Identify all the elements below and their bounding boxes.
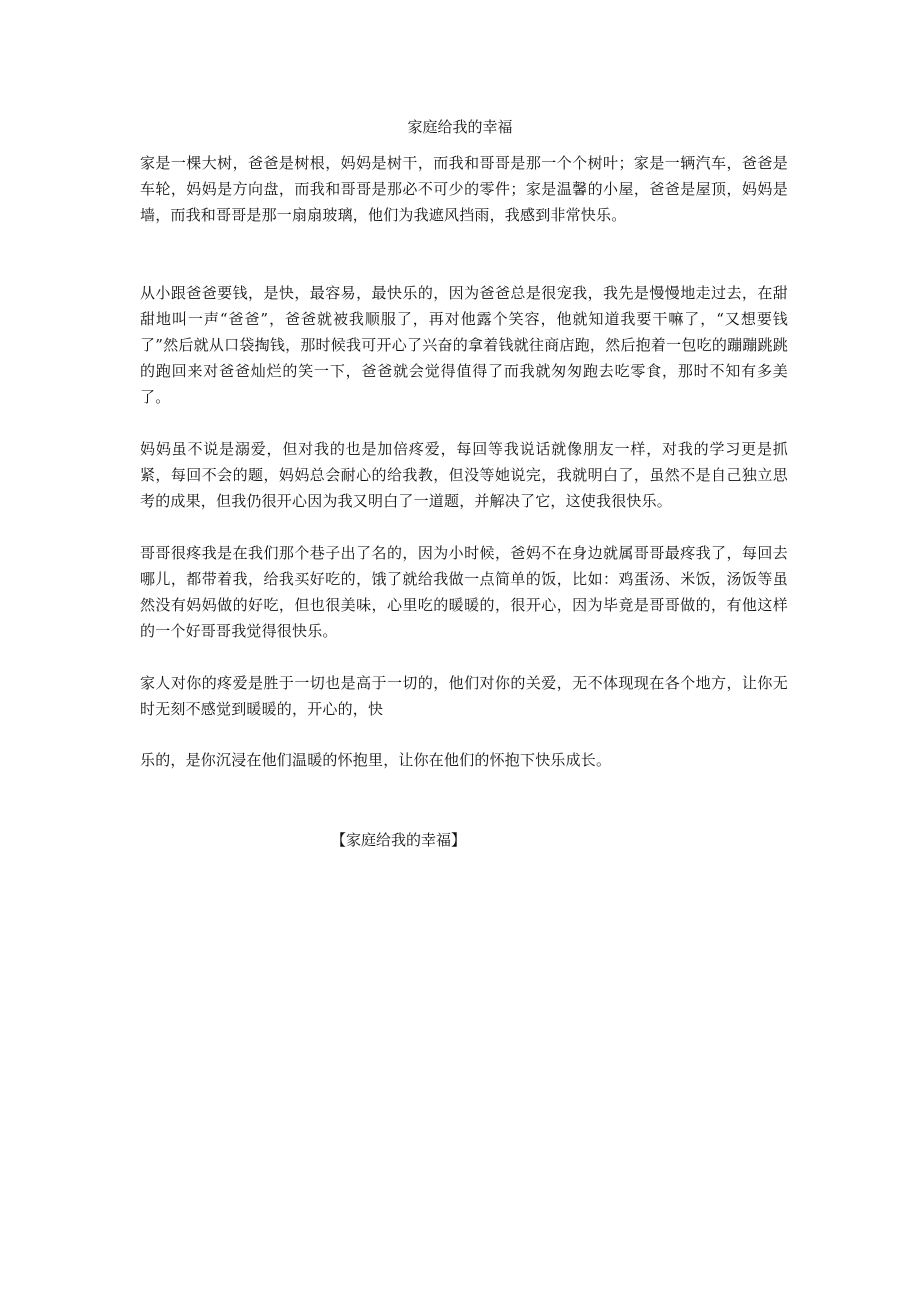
paragraph-family-metaphor: 家是一棵大树，爸爸是树根，妈妈是树干，而我和哥哥是那一个个树叶；家是一辆汽车，爸爸是车轮，妈妈是方向盘，而我和哥哥是那必不可少的零件；家是温馨的小屋，爸爸是屋顶，妈妈是墙，而我和哥哥是那一扇扇玻璃，他们为我遮风挡雨，我感到非常快乐。 <box>140 154 788 224</box>
paragraph-conclusion-part-1: 家人对你的疼爱是胜于一切也是高于一切的，他们对你的关爱，无不体现现在各个地方，让你无时无刻不感觉到暖暖的，开心的，快 <box>140 674 788 718</box>
paragraph-brother: 哥哥很疼我是在我们那个巷子出了名的，因为小时候，爸妈不在身边就属哥哥最疼我了，每回去哪儿，都带着我，给我买好吃的，饿了就给我做一点简单的饭，比如：鸡蛋汤、米饭，汤饭等虽然没有妈妈做的好吃，但也很美味，心里吃的暖暖的，很开心，因为毕竟是哥哥做的，有他这样的一个好哥哥我觉得很快乐。 <box>140 544 788 640</box>
paragraph-mother: 妈妈虽不说是溺爱，但对我的也是加倍疼爱，每回等我说话就像朋友一样，对我的学习更是抓紧，每回不会的题，妈妈总会耐心的给我教，但没等她说完，我就明白了，虽然不是自己独立思考的成果，但我仍很开心因为我又明白了一道题，并解决了它，这使我很快乐。 <box>140 440 788 510</box>
footer-title: 【家庭给我的幸福】 <box>331 831 467 849</box>
document-title: 家庭给我的幸福 <box>407 118 513 136</box>
paragraph-conclusion-part-2: 乐的，是你沉浸在他们温暖的怀抱里，让你在他们的怀抱下快乐成长。 <box>140 751 612 769</box>
paragraph-father: 从小跟爸爸要钱，是快，最容易，最快乐的，因为爸爸总是很宠我，我先是慢慢地走过去，在甜甜地叫一声“爸爸”，爸爸就被我顺服了，再对他露个笑容，他就知道我要干嘛了，“又想要钱了”然后就从口袋掏钱，那时候我可开心了兴奋的拿着钱就往商店跑，然后抱着一包吃的蹦蹦跳跳的跑回来对爸爸灿烂的笑一下，爸爸就会觉得值得了而我就匆匆跑去吃零食，那时不知有多美了。 <box>140 284 788 406</box>
